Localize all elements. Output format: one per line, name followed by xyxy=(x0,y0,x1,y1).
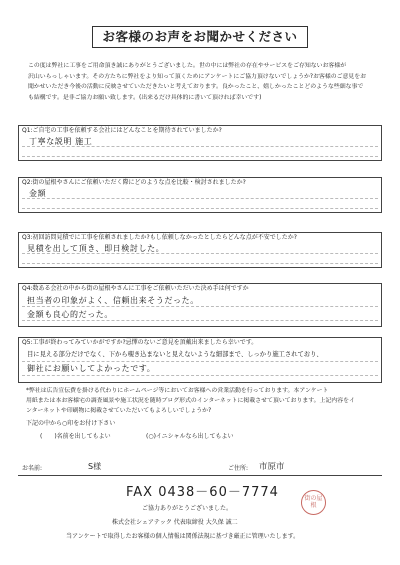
handwritten-answer: 見積を出して頂き、即日検討した。 xyxy=(27,244,165,253)
thanks-text: ご協力ありがとうございました。 xyxy=(142,505,233,512)
answer-line xyxy=(22,156,378,157)
handwritten-answer: 金額も良心的だった。 xyxy=(27,310,113,319)
question-label: Q3:初回訪問見積でに工事を依頼されましたか?もし依頼しなかったとしたらどんな点が不安でしたか? xyxy=(22,234,297,241)
answer-line xyxy=(22,361,378,362)
company-name: 株式会社シェアテック 代表取締役 大久保 誠二 xyxy=(112,519,238,526)
answer-line xyxy=(22,375,378,376)
handwritten-answer: 目に見える部分だけでなく、下から覗き込まないと見えないような細部まで、しっかり施工されており、 xyxy=(27,351,323,358)
question-label: Q2:街の屋根やさんにご依頼いただく際にどのような点を比較・検討されましたか? xyxy=(22,179,246,186)
question-box-5 xyxy=(18,337,382,383)
consent-instruction: 下記の中から○印をお付け下さい xyxy=(26,420,116,427)
question-box-1 xyxy=(18,125,382,161)
address-value: 市原市 xyxy=(259,462,285,472)
consent-text: *弊社は広告宣伝費を掛ける代わりにホームページ等においてお客様への営業活動を行っております。本アンケート 用紙または本お客様宅の調査風景や施工状況を随時ブログ形式のインターネットに掲載させて頂いております。上記内容をイ ンターネットや印刷物に掲載させていただいてもよろしいでしょうか? xyxy=(26,388,355,414)
seal-text: 街の屋根 xyxy=(304,495,323,509)
fax-number: FAX 0438－60－7774 xyxy=(126,485,279,500)
handwritten-answer: 御社にお願いしてよかったです。 xyxy=(27,364,156,373)
answer-line xyxy=(22,198,378,199)
question-label: Q1:ご自宅の工事を依頼する会社にはどんなことを期待されていましたか? xyxy=(22,127,222,134)
answer-line xyxy=(22,263,378,264)
question-box-4 xyxy=(18,283,382,327)
answer-line xyxy=(22,306,378,307)
question-box-3 xyxy=(18,232,382,268)
name-label: お名前: xyxy=(22,465,43,472)
question-label: Q5:工事が終わってみていかがですか?忌憚のないご意見を頂戴出来ましたら幸いです。 xyxy=(22,339,258,346)
name-address-row xyxy=(18,460,382,476)
page-title: お客様のお声をお聞かせください xyxy=(92,26,308,48)
handwritten-answer: 金額 xyxy=(29,189,47,198)
name-value: S様 xyxy=(88,462,102,471)
handwritten-answer: 担当者の印象がよく、信頼出来そうだった。 xyxy=(27,296,199,305)
company-seal-icon xyxy=(301,490,326,515)
question-box-2 xyxy=(18,177,382,213)
address-label: ご住所: xyxy=(228,465,249,472)
privacy-notice: 当アンケートで取得したお客様の個人情報は関係法規に基づき厳正に管理いたします。 xyxy=(66,533,300,540)
intro-text: この度は弊社に工事をご用命頂き誠にありがとうございました。世の中には弊社の存在やサービスをご存知ないお客様が 沢山いらっしゃいます。その方たちに弊社をより知って頂くためにアンケートにご協力頂けないでしょうか?お客様のご意見をお 聞かせいただき今後の活動に反映させていただきたいと考えております。良かったこと、嬉しかったことどのような些細な事で も結構です。是非ご協力お願い致します。(出来るだけ具体的に書いて頂ければ幸いです) xyxy=(28,63,367,101)
answer-line xyxy=(22,320,378,321)
handwritten-answer: 丁寧な説明 施工 xyxy=(29,137,93,146)
question-label: Q4:数ある会社の中から街の屋根やさんに工事をご依頼いただいた決め手は何ですか xyxy=(22,285,249,292)
answer-line xyxy=(22,208,378,209)
consent-option-initial[interactable]: (○)イニシャルなら出してもよい xyxy=(146,433,234,440)
consent-option-name[interactable]: ( )名前を出してもよい xyxy=(40,433,111,440)
